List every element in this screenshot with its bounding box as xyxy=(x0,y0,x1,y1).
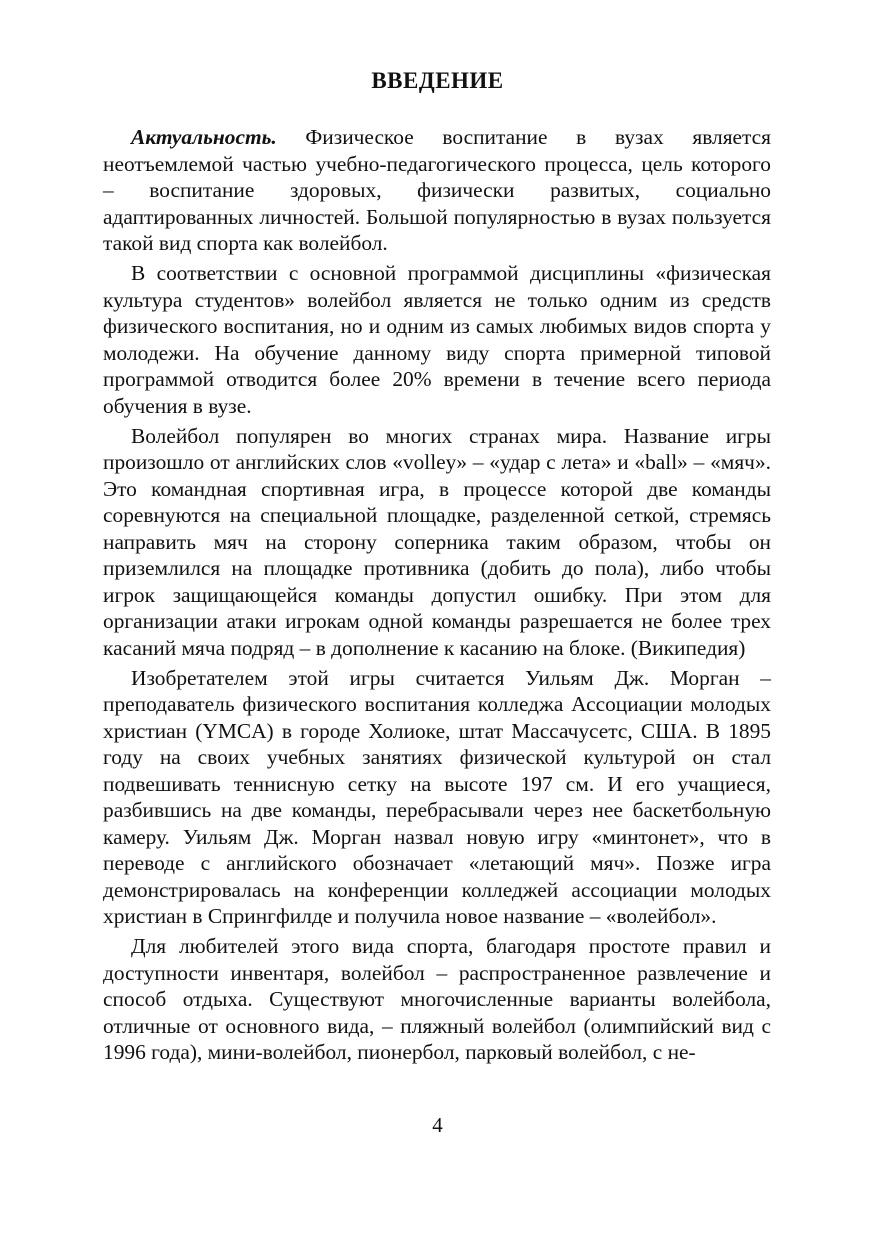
section-title: ВВЕДЕНИЕ xyxy=(371,68,504,93)
paragraph-lead: Актуальность. xyxy=(131,125,277,149)
paragraph-program: В соответствии с основной программой дисциплины «физическая культура студентов» волейбол является не только одним из средств физического воспитания, но и одним из самых любимых видов спорта у молодежи. На обучение данному виду спорта примерной типовой программой отводится более 20% времени в течение всего периода обучения в вузе. xyxy=(103,261,771,418)
paragraph-variants: Для любителей этого вида спорта, благодаря простоте правил и доступности инвентаря, волейбол – распространенное развлечение и способ отдыха. Существуют многочисленные варианты волейбола, отличные от основного вида, – пляжный волейбол (олимпийский вид с 1996 года), мини-волейбол, пионербол, парковый волейбол, с не- xyxy=(103,934,771,1065)
paragraph-game-description: Волейбол популярен во многих странах мира. Название игры произошло от английских слов «volley» – «удар с лета» и «ball» – «мяч». Это командная спортивная игра, в процессе которой две команды соревнуются на специальной площадке, разделенной сеткой, стремясь направить мяч на сторону соперника таким образом, чтобы он приземлился на площадке противника (добить до пола), либо чтобы игрок защищающейся команды допустил ошибку. При этом для организации атаки игрокам одной команды разрешается не более трех касаний мяча подряд – в дополнение к касанию на блоке. (Википедия) xyxy=(103,423,771,660)
paragraph-relevance xyxy=(103,124,771,257)
body-text xyxy=(103,124,771,1066)
paragraph-history: Изобретателем этой игры считается Уильям Дж. Морган – преподаватель физического воспитания колледжа Ассоциации молодых христиан (YMCA) в городе Холиоке, штат Массачусетс, США. В 1895 году на своих учебных занятиях физической культурой он стал подвешивать теннисную сетку на высоте 197 см. И его учащиеся, разбившись на две команды, перебрасывали через нее баскетбольную камеру. Уильям Дж. Морган назвал новую игру «минтонет», что в переводе с английского обозначает «летающий мяч». Позже игра демонстрировалась на конференции колледжей ассоциации молодых христиан в Спрингфилде и получила новое название – «волейбол». xyxy=(103,665,771,929)
paragraph-text: Физическое воспитание в вузах является неотъемлемой частью учебно-педагогического процесса, цель которого – воспитание здоровых, физически развитых, социально адаптированных личностей. Большой популярностью в вузах пользуется такой вид спорта как волейбол. xyxy=(103,125,771,255)
page-number: 4 xyxy=(432,1113,443,1137)
